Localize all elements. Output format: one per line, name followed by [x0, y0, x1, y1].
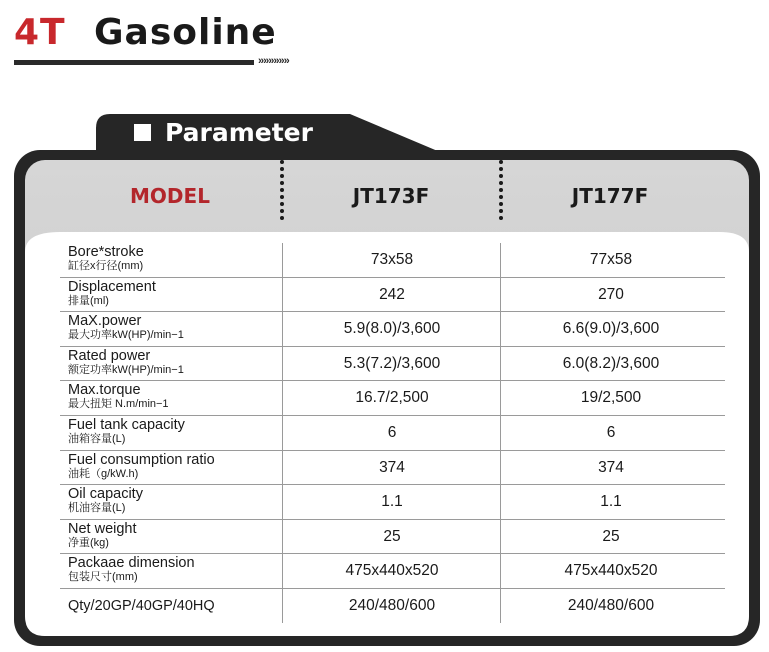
table-row: [60, 485, 725, 520]
section-tab-label: Parameter: [165, 117, 313, 147]
value-cell-jt177f: 77x58: [500, 243, 721, 277]
section-tab: [134, 114, 313, 150]
dotted-divider: [280, 160, 284, 220]
value-cell-jt177f: 374: [500, 451, 721, 485]
value-cell-jt173f: 6: [282, 416, 501, 450]
row-label-english: Net weight: [68, 520, 137, 537]
model-name-2: JT177F: [571, 184, 649, 208]
value-cell-jt177f: 6.0(8.2)/3,600: [500, 347, 721, 381]
row-label-chinese: 最大扭矩 N.m/min−1: [68, 398, 169, 411]
row-label: [68, 348, 280, 377]
page-header: [14, 10, 314, 72]
spec-table: [60, 243, 725, 624]
row-label: [68, 382, 280, 411]
chevron-arrows-icon: »»»»»»: [258, 55, 289, 67]
row-label-english: Oil capacity: [68, 486, 143, 503]
model-name-1: JT173F: [352, 184, 430, 208]
row-label-english: Packaae dimension: [68, 555, 195, 572]
row-label-english: Rated power: [68, 347, 151, 364]
value-cell-jt173f: 240/480/600: [282, 589, 501, 623]
value-cell-jt173f: 5.3(7.2)/3,600: [282, 347, 501, 381]
row-label-english: Displacement: [68, 278, 156, 295]
row-label-english: Fuel consumption ratio: [68, 451, 215, 468]
row-label-chinese: 包装尺寸(mm): [68, 571, 138, 584]
value-cell-jt177f: 6: [500, 416, 721, 450]
row-label: [68, 313, 280, 342]
value-cell-jt177f: 6.6(9.0)/3,600: [500, 312, 721, 346]
row-label: [68, 555, 280, 584]
row-label-english: Fuel tank capacity: [68, 416, 185, 433]
table-row: [60, 520, 725, 555]
square-bullet-icon: [134, 124, 151, 141]
table-row: [60, 278, 725, 313]
row-label: [68, 279, 280, 308]
model-header: MODEL: [130, 184, 210, 208]
row-label-chinese: 油耗（g/kW.h): [68, 467, 139, 480]
value-cell-jt173f: 25: [282, 520, 501, 554]
title-prefix: 4T: [14, 12, 66, 53]
value-cell-jt177f: 25: [500, 520, 721, 554]
table-row: [60, 381, 725, 416]
row-label-english: MaX.power: [68, 313, 142, 330]
row-label-chinese: 最大功率kW(HP)/min−1: [68, 329, 184, 342]
row-label-chinese: 缸径x行径(mm): [68, 260, 144, 272]
value-cell-jt177f: 1.1: [500, 485, 721, 519]
table-row: [60, 451, 725, 486]
table-row: [60, 243, 725, 278]
row-label-chinese: 额定功率kW(HP)/min−1: [68, 363, 184, 376]
table-row: [60, 589, 725, 624]
table-row: [60, 312, 725, 347]
row-label: [68, 521, 280, 550]
row-label-english: Qty/20GP/40GP/40HQ: [68, 597, 215, 614]
row-label: [68, 452, 280, 481]
table-row: [60, 416, 725, 451]
value-cell-jt177f: 19/2,500: [500, 381, 721, 415]
row-label: [68, 417, 280, 446]
row-label-english: Bore*stroke: [68, 244, 144, 260]
row-label-chinese: 机油容量(L): [68, 502, 126, 515]
row-label-chinese: 油箱容量(L): [68, 432, 126, 445]
value-cell-jt173f: 5.9(8.0)/3,600: [282, 312, 501, 346]
dotted-divider: [499, 160, 503, 220]
value-cell-jt173f: 1.1: [282, 485, 501, 519]
value-cell-jt173f: 16.7/2,500: [282, 381, 501, 415]
value-cell-jt177f: 475x440x520: [500, 554, 721, 588]
table-row: [60, 347, 725, 382]
value-cell-jt177f: 240/480/600: [500, 589, 721, 623]
page-title: Gasoline: [94, 12, 277, 53]
value-cell-jt173f: 374: [282, 451, 501, 485]
row-label: [68, 486, 280, 515]
value-cell-jt173f: 73x58: [282, 243, 501, 277]
title-underline: [14, 60, 254, 65]
table-row: [60, 554, 725, 589]
row-label-chinese: 排量(ml): [68, 294, 109, 307]
value-cell-jt177f: 270: [500, 278, 721, 312]
row-label-chinese: 净重(kg): [68, 536, 109, 549]
row-label: [68, 244, 280, 273]
row-label-english: Max.torque: [68, 382, 141, 399]
value-cell-jt173f: 242: [282, 278, 501, 312]
value-cell-jt173f: 475x440x520: [282, 554, 501, 588]
